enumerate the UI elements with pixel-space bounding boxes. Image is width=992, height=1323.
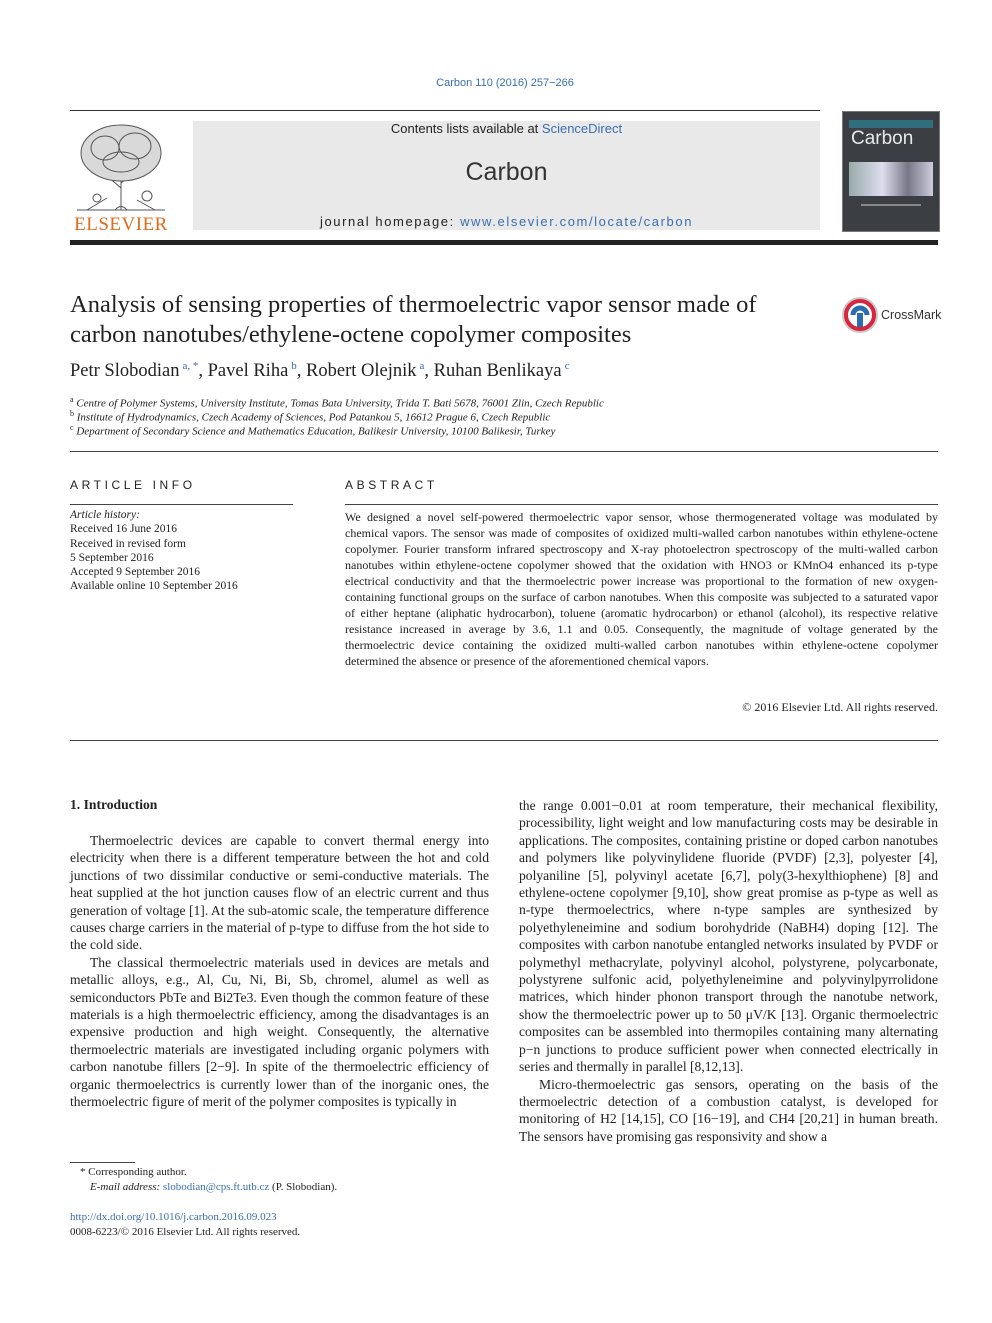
homepage-line xyxy=(193,214,820,229)
cover-band xyxy=(849,120,933,128)
author-separator: , xyxy=(424,361,434,382)
elsevier-logo[interactable] xyxy=(67,118,175,234)
journal-masthead xyxy=(193,121,820,230)
header-thick-rule xyxy=(70,240,938,245)
journal-name: Carbon xyxy=(465,158,548,186)
author-name[interactable]: Petr Slobodian xyxy=(70,361,180,382)
doi-link[interactable] xyxy=(70,1211,277,1223)
cover-image xyxy=(849,162,933,196)
abstract-copyright: © 2016 Elsevier Ltd. All rights reserved. xyxy=(742,700,938,714)
doi-url[interactable]: http://dx.doi.org/10.1016/j.carbon.2016.09.023 xyxy=(70,1211,277,1223)
crossmark-icon xyxy=(841,296,879,334)
homepage-link[interactable]: www.elsevier.com/locate/carbon xyxy=(460,214,694,229)
article-info-heading: ARTICLE INFO xyxy=(70,478,196,492)
email-suffix: (P. Slobodian). xyxy=(269,1181,338,1193)
article-title xyxy=(70,290,830,350)
history-item: Received 16 June 2016 xyxy=(70,523,177,536)
abstract-heading: ABSTRACT xyxy=(345,478,438,492)
history-item: Available online 10 September 2016 xyxy=(70,580,238,593)
crossmark-label: CrossMark xyxy=(881,308,942,322)
history-item: Accepted 9 September 2016 xyxy=(70,566,200,579)
cover-line xyxy=(861,204,921,206)
article-info-rule xyxy=(70,504,293,505)
abstract-text: We designed a novel self-powered thermoelectric vapor sensor, whose thermogenerated voltage was modulated by chemical vapors. The sensor was made of composites of oxidized multi-walled carbon nanotubes within ethylene-octene copolymer. Fourier transform infrared spectroscopy and X-ray photoelectron spectroscopy of the multi-walled carbon nanotubes within ethylene-octene copolymer showed that the oxidation with HNO3 or KMnO4 enhanced its p-type electrical conductivity and that the thermoelectric power increase was proportional to the formation of new oxygen-containing functional groups on the surface of carbon nanotubes. When this composite was subjected to a saturated vapor of either heptane (aliphatic hydrocarbon), toluene (aromatic hydrocarbon) or ethanol (alcohol), its respective relative resistance increased in average by 3.6, 1.1 and 0.05. Consequently, the magnitude of voltage generated by the thermoelectric device containing the oxidized multi-walled carbon nanotubes within ethylene-octene copolymer determined the absence or presence of the aforementioned chemical vapors. xyxy=(345,510,938,668)
author-list xyxy=(70,360,569,382)
elsevier-wordmark: ELSEVIER xyxy=(74,214,168,235)
affiliation-text: Department of Secondary Science and Mathematics Education, Balikesir University, 10100 Balikesir, Turkey xyxy=(76,425,556,438)
footnote-rule xyxy=(70,1162,135,1163)
affiliation-mark: a xyxy=(70,395,74,404)
title-line-1: Analysis of sensing properties of thermoelectric vapor sensor made of xyxy=(70,291,757,318)
affiliation-text: Institute of Hydrodynamics, Czech Academy of Sciences, Pod Patankou 5, 16612 Prague 6, Czech Republic xyxy=(76,411,551,424)
body-paragraph: Thermoelectric devices are capable to convert thermal energy into electricity when there is a different temperature between the hot and cold junctions of two dissimilar conductive or semi-conductive materials. The heat supplied at the hot junction causes flow of an electric current and thus generation of voltage [1]. At the sub-atomic scale, the temperature difference causes charge carriers in the material of p-type to diffuse from the hot side to the cold side. xyxy=(70,833,489,953)
affiliation-mark: c xyxy=(70,423,74,432)
divider xyxy=(70,740,938,741)
author-name[interactable]: Ruhan Benlikaya xyxy=(433,361,562,382)
author-affiliation-mark[interactable]: c xyxy=(564,360,570,372)
author-separator: , xyxy=(296,361,307,382)
title-line-2: carbon nanotubes/ethylene-octene copolymer composites xyxy=(70,321,632,348)
crossmark-badge[interactable] xyxy=(841,295,941,335)
divider xyxy=(70,451,938,452)
history-label: Article history: xyxy=(70,509,140,521)
author-name[interactable]: Robert Olejnik xyxy=(306,361,417,382)
elsevier-tree-icon xyxy=(67,118,175,214)
affiliation-b xyxy=(70,409,550,424)
author-affiliation-mark[interactable]: a xyxy=(419,360,425,372)
email-note xyxy=(90,1181,337,1193)
body-column-right xyxy=(519,797,938,1145)
header-rule xyxy=(70,110,820,111)
sciencedirect-link[interactable]: ScienceDirect xyxy=(541,121,623,136)
contents-line xyxy=(193,121,820,136)
article-history xyxy=(70,508,300,594)
abstract-rule xyxy=(345,504,938,505)
history-item: Received in revised form xyxy=(70,537,186,550)
email-link[interactable]: slobodian@cps.ft.utb.cz xyxy=(162,1181,270,1193)
contents-prefix: Contents lists available at xyxy=(390,121,542,136)
author-name[interactable]: Pavel Riha xyxy=(207,361,289,382)
email-label: E-mail address: xyxy=(90,1181,163,1193)
homepage-prefix: journal homepage: xyxy=(319,214,461,229)
issn-line: 0008-6223/© 2016 Elsevier Ltd. All rights reserved. xyxy=(70,1226,301,1238)
cover-title: Carbon xyxy=(851,128,914,149)
body-paragraph: Micro-thermoelectric gas sensors, operating on the basis of the thermoelectric detection of a combustion catalyst, is developed for monitoring of H2 [14,15], CO [16−19], and CH4 [20,21] in human breath. The sensors have promising gas responsivity and show a xyxy=(519,1076,938,1144)
journal-cover-thumbnail[interactable] xyxy=(842,111,940,232)
history-item: 5 September 2016 xyxy=(70,551,154,564)
body-column-left xyxy=(70,832,489,1111)
author-affiliation-mark[interactable]: b xyxy=(291,360,297,372)
author-affiliation-mark[interactable]: a, * xyxy=(182,360,199,372)
body-paragraph: The classical thermoelectric materials used in devices are metals and metallic alloys, e.g., Al, Cu, Ni, Bi, Sb, chromel, alumel as well as semiconductors PbTe and Bi2Te3. Even though the common feature of these materials is a high thermoelectric efficiency, among the disadvantages is an expensive production and high weight. Consequently, the alternative thermoelectric materials are investigated including organic polymers with carbon nanotube fillers [2−9]. In spite of the thermoelectric efficiency of organic thermoelectrics is currently lower than of the inorganic ones, the thermoelectric figure of merit of the polymer composites is typically in xyxy=(70,954,489,1110)
affiliation-a xyxy=(70,395,604,410)
journal-citation[interactable]: Carbon 110 (2016) 257−266 xyxy=(436,77,574,89)
section-heading-introduction: 1. Introduction xyxy=(70,797,158,812)
corresponding-author-note: * Corresponding author. xyxy=(80,1166,187,1178)
authors xyxy=(70,361,569,381)
author-separator: , xyxy=(198,361,208,382)
body-paragraph: the range 0.001−0.01 at room temperature, their mechanical flexibility, processibility, light weight and low manufacturing costs may be desirable in applications. The composites, containing pristine or doped carbon nanotubes and polymers like polyvinylidene fluoride (PVDF) [2,3], polyester [4], polyaniline [5], polyvinyl acetate [6,7], poly(3-hexylthiophene) [8] and ethylene-octene copolymer [9,10], show great promise as p-type as well as n-type thermoelectrics, where n-type samples are synthesized by polyethyleneimine and sodium borohydride (NaBH4) doping [12]. The composites with carbon nanotube entangled networks insulated by PVDF or polymethyl methacrylate, polyvinyl alcohol, polystyrene, polycarbonate, polystyrene sulfonic acid, polyethyleneimine and polyvinylpyrrolidone matrices, which hinder phonon transport through the nanotube network, show the thermoelectric power up to 50 μV/K [13]. Organic thermoelectric composites can be assembled into thermopiles containing many alternating p−n junctions to produce sufficient power when connected electrically in series and thermally in parallel [8,12,13]. xyxy=(519,798,938,1075)
affiliation-mark: b xyxy=(70,409,74,418)
affiliation-text: Centre of Polymer Systems, University Institute, Tomas Bata University, Trida T. Bati 5678, 76001 Zlin, Czech Republic xyxy=(76,397,604,410)
affiliation-c xyxy=(70,423,555,438)
